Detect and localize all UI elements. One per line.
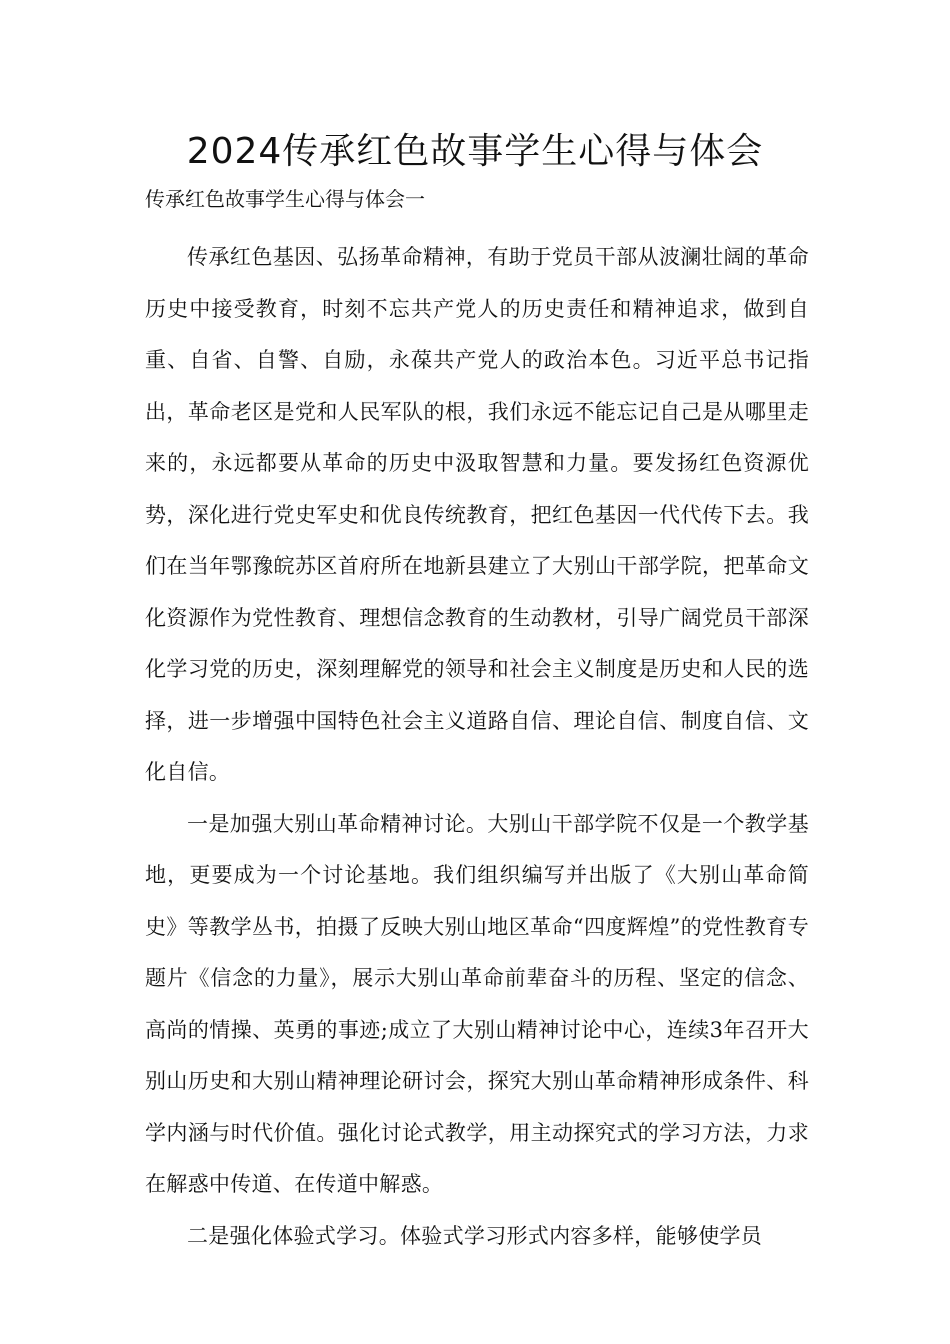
section-heading: 传承红色故事学生心得与体会一 [145, 187, 425, 211]
paragraph-2: 一是加强大别山革命精神讨论。大别山干部学院不仅是一个教学基地，更要成为一个讨论基地。我们组织编写并出版了《大别山革命简史》等教学丛书，拍摄了反映大别山地区革命“四度辉煌”的党性教育专题片《信念的力量》，展示大别山革命前辈奋斗的历程、坚定的信念、高尚的情操、英勇的事迹;成立了大别山精神讨论中心，连续3年召开大别山历史和大别山精神理论研讨会，探究大别山革命精神形成条件、科学内涵与时代价值。强化讨论式教学，用主动探究式的学习方法，力求在解惑中传道、在传道中解惑。 [145, 811, 809, 1196]
document-body [145, 232, 809, 1262]
document-title: 2024传承红色故事学生心得与体会 [186, 131, 764, 172]
paragraph-1: 传承红色基因、弘扬革命精神，有助于党员干部从波澜壮阔的革命历史中接受教育，时刻不忘共产党人的历史责任和精神追求，做到自重、自省、自警、自励，永葆共产党人的政治本色。习近平总书记指出，革命老区是党和人民军队的根，我们永远不能忘记自己是从哪里走来的，永远都要从革命的历史中汲取智慧和力量。要发扬红色资源优势，深化进行党史军史和优良传统教育，把红色基因一代代传下去。我们在当年鄂豫皖苏区首府所在地新县建立了大别山干部学院，把革命文化资源作为党性教育、理想信念教育的生动教材，引导广阔党员干部深化学习党的历史，深刻理解党的领导和社会主义制度是历史和人民的选择，进一步增强中国特色社会主义道路自信、理论自信、制度自信、文化自信。 [145, 245, 809, 784]
paragraph-3: 二是强化体验式学习。体验式学习形式内容多样，能够使学员 [187, 1223, 763, 1248]
